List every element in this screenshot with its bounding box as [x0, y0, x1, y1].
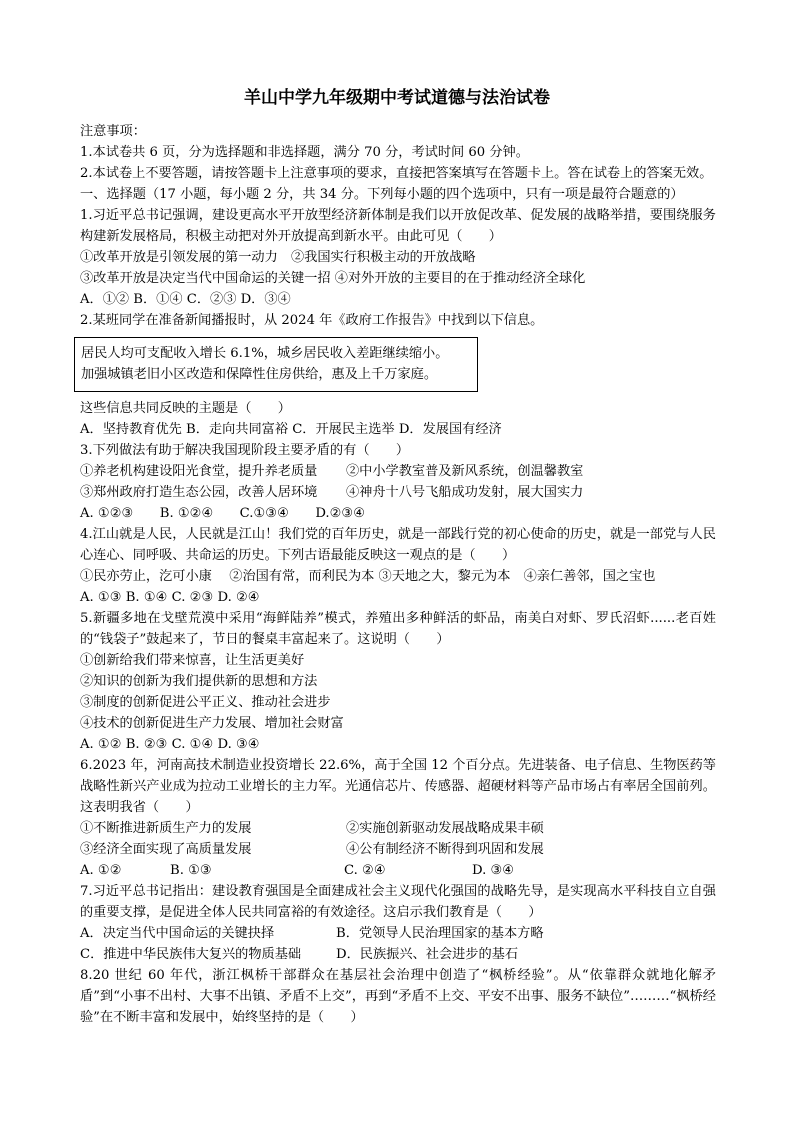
question-1-statement-2: ③改革开放是决定当代中国命运的关键一招 ④对外开放的主要目的在于推动经济全球化 [80, 271, 586, 286]
question-3-statements-row-1 [80, 461, 716, 482]
question-6-option-b: B. ①③ [170, 863, 212, 878]
question-6-statement-2: ②实施创新驱动发展战略成果丰硕 [346, 821, 544, 836]
question-8-stem: 8.20 世纪 60 年代，浙江枫桥干部群众在基层社会治理中创造了“枫桥经验”。从“依靠群众就地化解矛盾”到“小事不出村、大事不出镇、矛盾不上交”，再到“矛盾不上交、平安不出事、服务不缺位”………“枫桥经验”在不断丰富和发展中，始终坚持的是（ ） [80, 968, 716, 1025]
question-6-statements-row-1 [80, 818, 716, 839]
question-3-statement-3: ③郑州政府打造生态公园，改善人居环境 [80, 485, 318, 500]
question-5-statement-2: ②知识的创新为我们提供新的思想和方法 [80, 674, 318, 689]
info-box-line-1: 居民人均可支配收入增长 6.1%，城乡居民收入差距继续缩小。 [81, 346, 449, 361]
notice-item-1: 1.本试卷共 6 页，分为选择题和非选择题，满分 70 分，考试时间 60 分钟。 [80, 145, 529, 160]
question-7-options-row-2 [80, 944, 716, 965]
question-1-options: A．①② B．①④ C．②③ D．③④ [80, 292, 291, 307]
question-6-statements-row-2 [80, 839, 716, 860]
question-5-statement-1: ①创新给我们带来惊喜，让生活更美好 [80, 653, 305, 668]
question-7-option-b: B．党领导人民治理国家的基本方略 [336, 926, 544, 941]
question-4-stem: 4.江山就是人民，人民就是江山！我们党的百年历史，就是一部践行党的初心使命的历史，就是一部党与人民心连心、同呼吸、共命运的历史。下列古语最能反映这一观点的是（ ） [80, 527, 716, 563]
question-4-options: A. ①③ B. ①④ C. ②③ D. ②④ [80, 590, 260, 605]
page-title: 羊山中学九年级期中考试道德与法治试卷 [244, 88, 550, 108]
question-7-option-d: D．民族振兴、社会进步的基石 [336, 947, 519, 962]
question-2-stem: 2.某班同学在准备新闻播报时，从 2024 年《政府工作报告》中找到以下信息。 [80, 313, 544, 328]
notice-item-2: 2.本试卷上不要答题，请按答题卡上注意事项的要求，直接把答案填写在答题卡上。答在试卷上的答案无效。 [80, 166, 713, 181]
question-5-statement-4: ④技术的创新促进生产力发展、增加社会财富 [80, 716, 344, 731]
question-3-stem: 3.下列做法有助于解决我国现阶段主要矛盾的有（ ） [80, 443, 410, 458]
question-7-option-a: A．决定当代中国命运的关键抉择 [80, 926, 275, 941]
question-7-option-c: C．推进中华民族伟大复兴的物质基础 [80, 947, 302, 962]
exam-content [80, 121, 716, 1028]
question-5-statement-3: ③制度的创新促进公平正义、推动社会进步 [80, 695, 331, 710]
question-3-statement-4: ④神舟十八号飞船成功发射，展大国实力 [346, 485, 584, 500]
question-6-statement-1: ①不断推进新质生产力的发展 [80, 821, 252, 836]
question-7-stem: 7.习近平总书记指出：建设教育强国是全面建成社会主义现代化强国的战略先导，是实现高水平科技自立自强的重要支撑，是促进全体人民共同富裕的有效途径。这启示我们教育是（ ） [80, 884, 716, 920]
question-7-options-row-1 [80, 923, 716, 944]
question-6-stem: 6.2023 年，河南高技术制造业投资增长 22.6%，高于全国 12 个百分点。先进装备、电子信息、生物医药等战略性新兴产业成为拉动工业增长的主力军。光通信芯片、传感器、超硬材料等产品市场占有率居全国前列。这表明我省（ ） [80, 758, 716, 815]
question-6-option-c: C. ②④ [344, 863, 386, 878]
question-6-option-d: D. ③④ [472, 863, 515, 878]
notice-heading: 注意事项： [80, 124, 146, 139]
question-5-options: A. ①② B. ②③ C. ①④ D. ③④ [80, 737, 260, 752]
section-heading-choice: 一、选择题（17 小题，每小题 2 分，共 34 分。下列每小题的四个选项中，只有一项是最符合题意的） [80, 187, 684, 202]
question-5-stem: 5.新疆多地在戈壁荒漠中采用“海鲜陆养”模式，养殖出多种鲜活的虾品，南美白对虾、罗氏沼虾......老百姓的“钱袋子”鼓起来了，节日的餐桌丰富起来了。这说明（ ） [80, 611, 716, 647]
question-3-statement-2: ②中小学教室普及新风系统，创温馨教室 [346, 464, 584, 479]
question-6-statement-4: ④公有制经济不断得到巩固和发展 [346, 842, 544, 857]
question-6-statement-3: ③经济全面实现了高质量发展 [80, 842, 252, 857]
question-6-options [80, 860, 716, 881]
question-4-statements: ①民亦劳止，汔可小康 ②治国有常，而利民为本 ③天地之大，黎元为本 ④亲仁善邻，国之宝也 [80, 569, 656, 584]
question-3-statement-1: ①养老机构建设阳光食堂，提升养老质量 [80, 464, 318, 479]
question-3-statements-row-2 [80, 482, 716, 503]
question-3-options: A. ①②③ B. ①②④ C.①③④ D.②③④ [80, 506, 366, 521]
question-1-statement-1: ①改革开放是引领发展的第一动力 ②我国实行积极主动的开放战略 [80, 250, 476, 265]
question-2-info-box [74, 337, 478, 392]
question-1-stem: 1.习近平总书记强调，建设更高水平开放型经济新体制是我们以开放促改革、促发展的战略举措，要围绕服务构建新发展格局，积极主动把对外开放提高到新水平。由此可见（ ） [80, 208, 716, 244]
question-2-options: A．坚持教育优先 B．走向共同富裕 C．开展民主选举 D．发展国有经济 [80, 422, 502, 437]
question-2-ask: 这些信息共同反映的主题是（ ） [80, 401, 291, 416]
question-6-option-a: A. ①② [80, 863, 122, 878]
info-box-line-2: 加强城镇老旧小区改造和保障性住房供给，惠及上千万家庭。 [81, 367, 438, 382]
